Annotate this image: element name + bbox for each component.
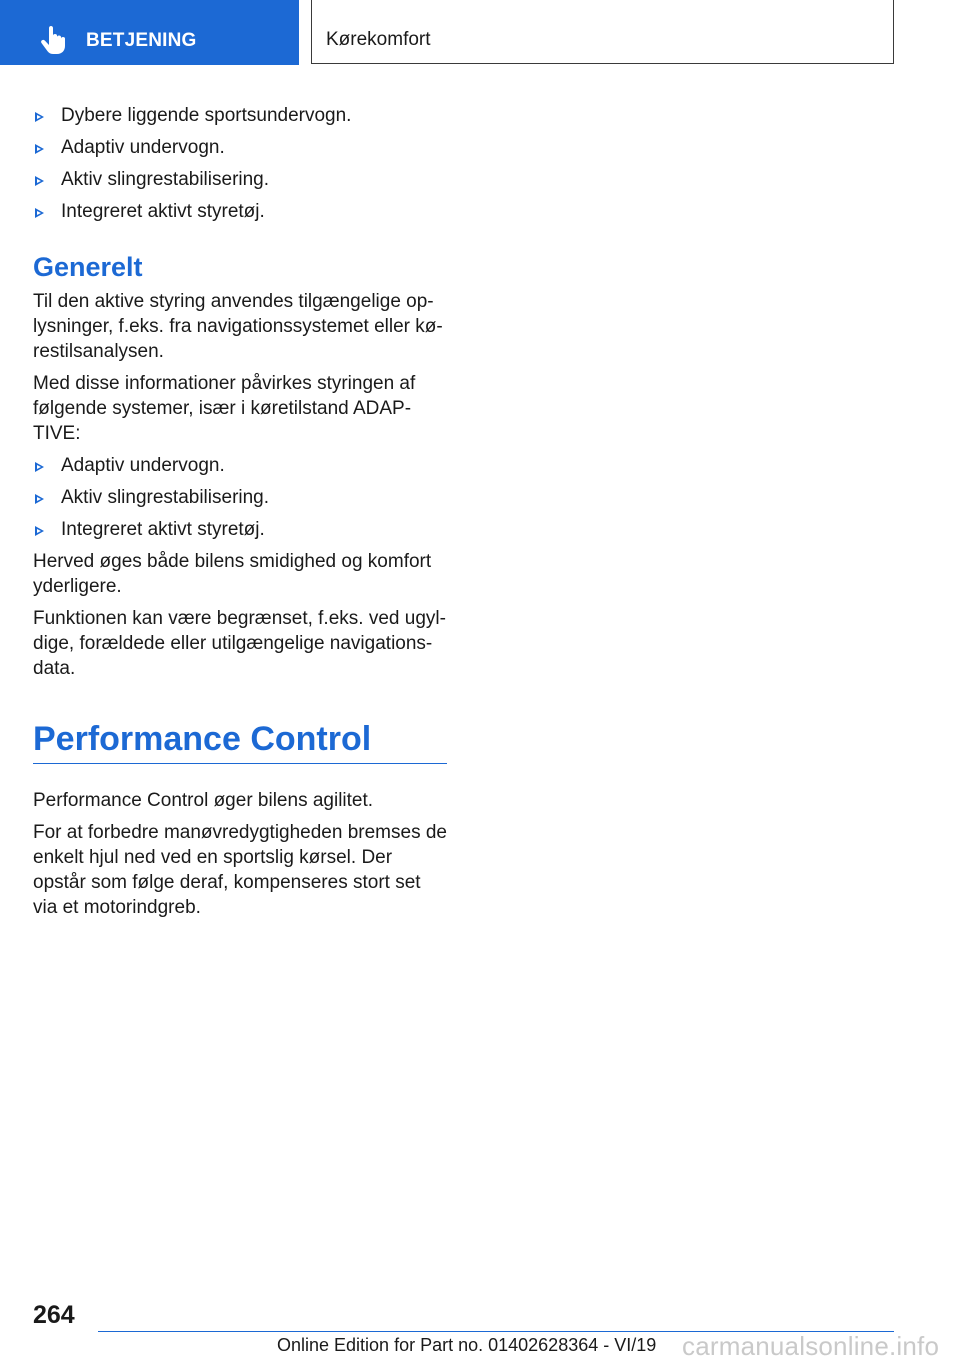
paragraph: Performance Control øger bilens agilitet. bbox=[33, 790, 374, 811]
list-item: Integreret aktivt styretøj. bbox=[33, 517, 447, 542]
page-number: 264 bbox=[33, 1301, 75, 1329]
paragraph: For at forbedre manøvredygtigheden bremses de enkelt hjul ned ved en sportslig kørsel. Der opstår som følge deraf, kompenseres stort set via et motorindgreb. bbox=[33, 822, 447, 918]
page-title-box bbox=[311, 0, 894, 64]
list-item: Dybere liggende sportsundervogn. bbox=[33, 103, 447, 128]
list-item: Adaptiv undervogn. bbox=[33, 135, 447, 160]
section-heading-generelt: Generelt bbox=[33, 252, 143, 282]
list-item: Integreret aktivt styretøj. bbox=[33, 199, 447, 224]
system-list bbox=[33, 453, 447, 542]
feature-list bbox=[33, 103, 447, 224]
paragraph: Herved øges både bilens smidighed og komfort yderligere. bbox=[33, 551, 432, 597]
triangle-bullet-icon bbox=[35, 494, 44, 504]
list-item: Adaptiv undervogn. bbox=[33, 453, 447, 478]
paragraph: Med disse informationer påvirkes styringen af følgende systemer, især i køretilstand ADAP-TIVE: bbox=[33, 373, 416, 444]
triangle-bullet-icon bbox=[35, 526, 44, 536]
chapter-heading-rule bbox=[33, 719, 447, 764]
hand-pointer-icon bbox=[40, 26, 66, 54]
triangle-bullet-icon bbox=[35, 462, 44, 472]
triangle-bullet-icon bbox=[35, 144, 44, 154]
section-tab[interactable] bbox=[0, 0, 299, 65]
list-item: Aktiv slingrestabilisering. bbox=[33, 167, 447, 192]
list-item: Aktiv slingrestabilisering. bbox=[33, 485, 447, 510]
paragraph: Funktionen kan være begrænset, f.eks. ved ugyl-dige, forældede eller utilgængelige navigations-data. bbox=[33, 608, 446, 679]
edition-text: Online Edition for Part no. 01402628364 - VI/19 bbox=[277, 1335, 657, 1355]
watermark-text: carmanualsonline.info bbox=[682, 1331, 940, 1361]
triangle-bullet-icon bbox=[35, 176, 44, 186]
chapter-heading-performance-control: Performance Control bbox=[33, 720, 372, 758]
section-label: BETJENING bbox=[86, 30, 197, 51]
page-title: Kørekomfort bbox=[326, 29, 431, 50]
triangle-bullet-icon bbox=[35, 208, 44, 218]
paragraph: Til den aktive styring anvendes tilgængelige op-lysninger, f.eks. fra navigationssystemet eller kø-restilsanalysen. bbox=[33, 291, 443, 362]
main-content bbox=[33, 103, 447, 927]
triangle-bullet-icon bbox=[35, 112, 44, 122]
